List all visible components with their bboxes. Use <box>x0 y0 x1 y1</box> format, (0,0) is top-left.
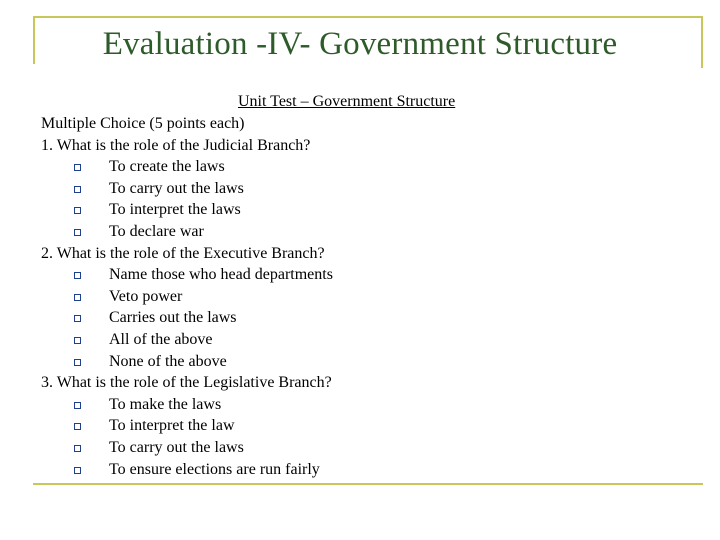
square-bullet-icon <box>74 445 81 452</box>
option-label: To interpret the laws <box>109 201 241 219</box>
question-3: 3. What is the role of the Legislative Branch? <box>41 374 332 392</box>
square-bullet-icon <box>74 207 81 214</box>
unit-test-title: Unit Test – Government Structure <box>238 93 456 110</box>
square-bullet-icon <box>74 402 81 409</box>
square-bullet-icon <box>74 359 81 366</box>
question-2-option-c <box>41 307 691 329</box>
option-label: To ensure elections are run fairly <box>109 460 320 478</box>
square-bullet-icon <box>74 164 81 171</box>
question-1-option-a <box>41 156 691 178</box>
option-label: To carry out the laws <box>109 179 244 197</box>
slide-title: Evaluation -IV- Government Structure <box>102 26 618 62</box>
square-bullet-icon <box>74 272 81 279</box>
square-bullet-icon <box>74 423 81 430</box>
option-label: All of the above <box>109 330 213 348</box>
instructions: Multiple Choice (5 points each) <box>41 115 245 132</box>
option-label: To carry out the laws <box>109 438 244 456</box>
square-bullet-icon <box>74 337 81 344</box>
question-1-option-d <box>41 221 691 243</box>
option-label: To create the laws <box>109 158 225 176</box>
question-3-option-c <box>41 437 691 459</box>
option-label: Carries out the laws <box>109 309 237 327</box>
question-1-option-c <box>41 199 691 221</box>
question-3-option-d <box>41 459 691 481</box>
option-label: None of the above <box>109 352 227 370</box>
question-3-option-b <box>41 415 691 437</box>
square-bullet-icon <box>74 467 81 474</box>
frame-top-rule <box>33 16 703 18</box>
square-bullet-icon <box>74 229 81 236</box>
option-label: To make the laws <box>109 395 222 413</box>
question-2-option-a <box>41 264 691 286</box>
question-2-option-e <box>41 351 691 373</box>
question-2-option-d <box>41 329 691 351</box>
option-label: Veto power <box>109 287 183 305</box>
square-bullet-icon <box>74 315 81 322</box>
question-1-option-b <box>41 178 691 200</box>
question-3-option-a <box>41 394 691 416</box>
question-1: 1. What is the role of the Judicial Branch? <box>41 136 311 154</box>
square-bullet-icon <box>74 186 81 193</box>
option-label: To interpret the law <box>109 417 235 435</box>
option-label: To declare war <box>109 222 204 240</box>
frame-bottom-rule <box>33 483 703 485</box>
question-2: 2. What is the role of the Executive Branch? <box>41 244 325 262</box>
square-bullet-icon <box>74 294 81 301</box>
option-label: Name those who head departments <box>109 266 333 284</box>
question-2-option-b <box>41 286 691 308</box>
question-list <box>41 113 691 480</box>
